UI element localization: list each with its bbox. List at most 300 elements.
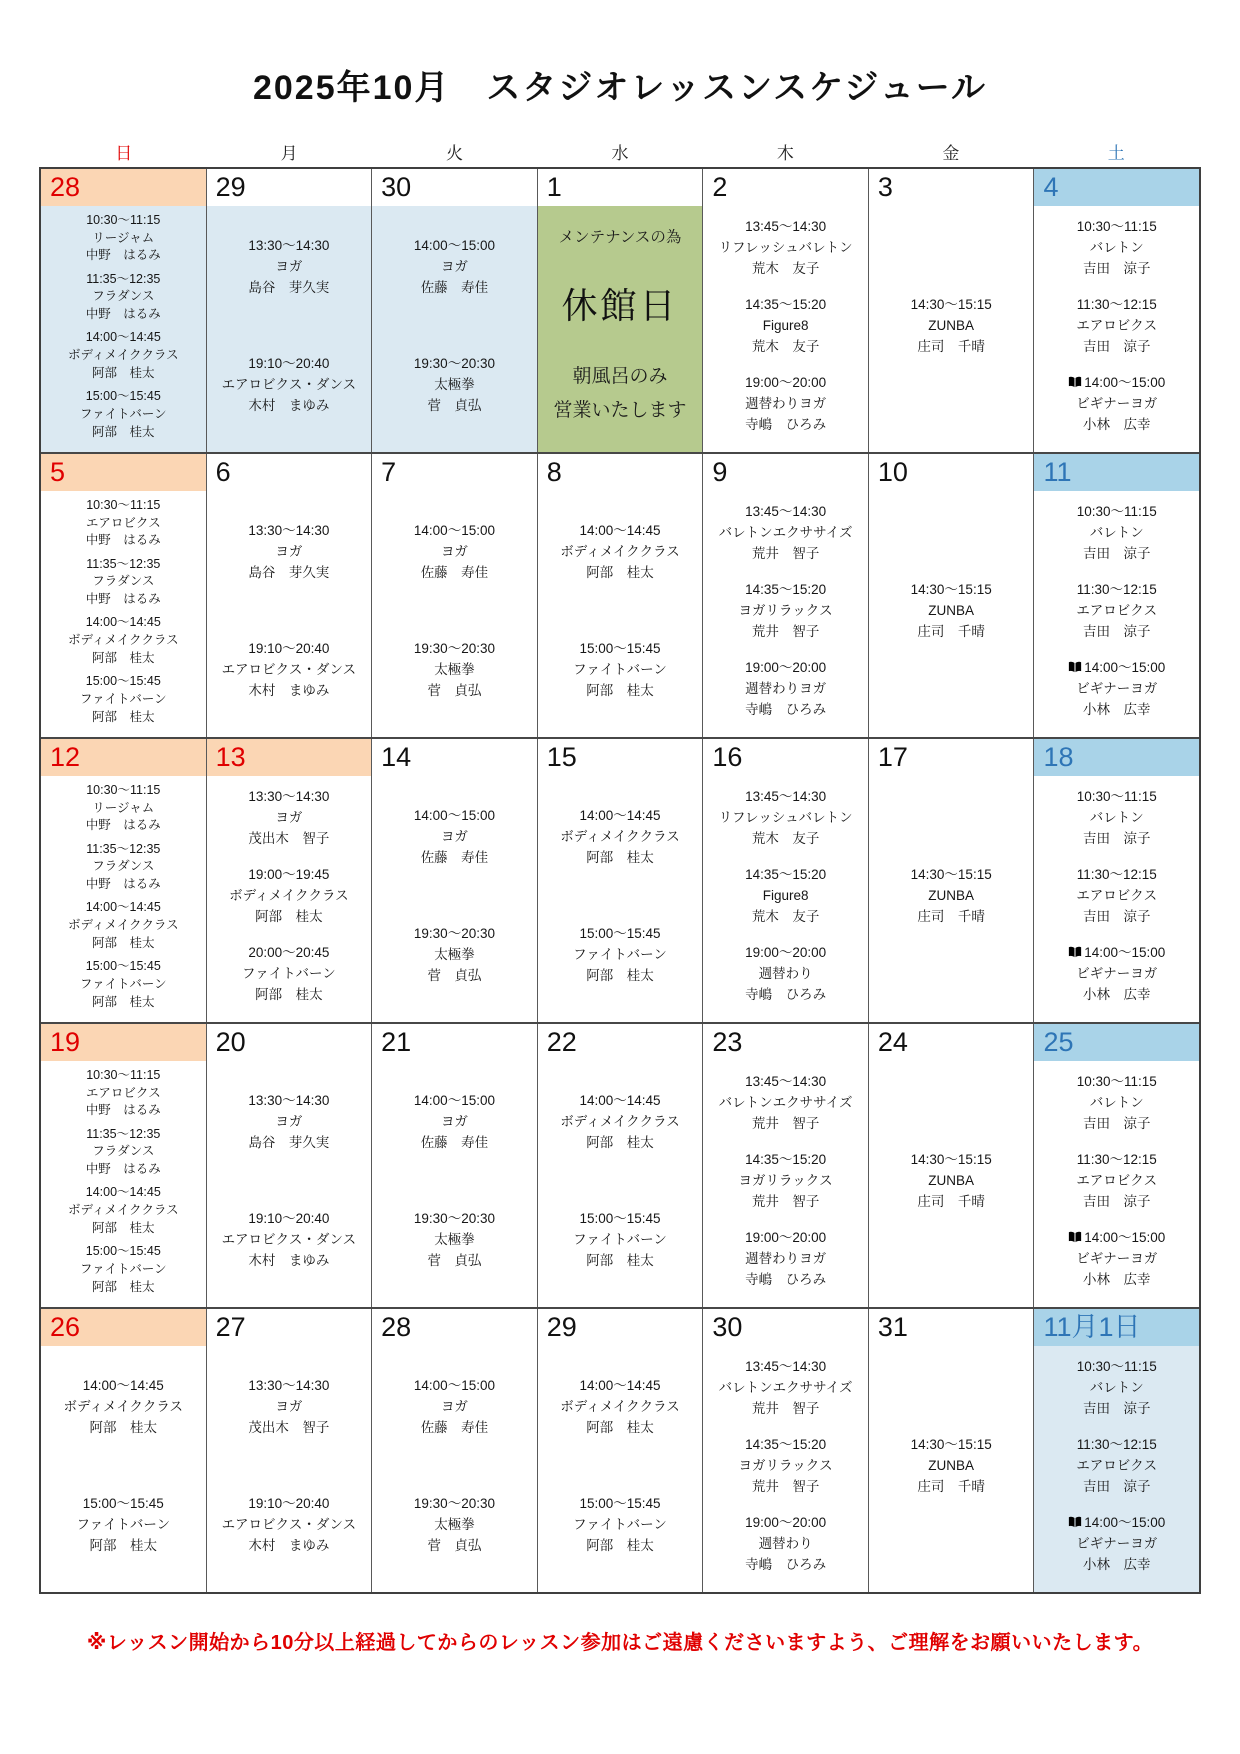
lesson-teacher: 寺嶋 ひろみ	[745, 417, 827, 433]
lesson-teacher: 吉田 涼子	[1083, 908, 1151, 924]
lesson-time	[1035, 943, 1198, 964]
lesson-time	[704, 373, 867, 394]
day-cell-body	[207, 1346, 372, 1592]
lesson-name: ヨガリラックス	[738, 1458, 833, 1474]
date-band	[703, 1309, 868, 1346]
lesson-time	[208, 865, 371, 886]
weekday-header-2: 火	[446, 144, 464, 163]
lesson-time	[373, 639, 536, 660]
lesson-teacher: 小林 広幸	[1083, 417, 1151, 433]
lesson-time-text: 11:30～12:15	[1076, 1152, 1157, 1168]
lesson-entry	[870, 1150, 1033, 1213]
day-cell-29	[537, 1309, 703, 1592]
lesson-time	[1035, 373, 1198, 394]
lesson-name: 太極拳	[434, 1516, 475, 1532]
lesson-teacher: 吉田 涼子	[1083, 623, 1151, 639]
lesson-time	[42, 958, 205, 976]
lesson-time	[1035, 1357, 1198, 1378]
lesson-entry	[373, 806, 536, 869]
lesson-teacher: 菅 貞弘	[427, 1537, 482, 1553]
date-label: 24	[877, 1027, 908, 1057]
date-band	[41, 739, 206, 776]
lesson-teacher: 阿部 桂太	[92, 994, 155, 1009]
lesson-time	[1035, 502, 1198, 523]
date-label: 11	[1043, 457, 1072, 487]
lesson-name: エアロビクス	[1076, 603, 1158, 619]
lesson-time-text: 13:45～14:30	[745, 1073, 827, 1089]
date-band	[207, 169, 372, 206]
lesson-time	[42, 899, 205, 917]
lesson-time-text: 13:45～14:30	[745, 503, 827, 519]
weekday-header-4: 木	[776, 144, 794, 163]
lesson-time	[704, 1150, 867, 1171]
lesson-entry	[1035, 1072, 1198, 1135]
lesson-time	[42, 1126, 205, 1144]
lesson-time-text: 19:00～20:00	[745, 1230, 827, 1246]
lesson-entry	[208, 1494, 371, 1557]
day-cell-21	[371, 1024, 537, 1307]
lesson-time-text: 11:35～12:35	[86, 1126, 161, 1141]
lesson-time-text: 19:00～19:45	[248, 867, 330, 883]
lesson-teacher: 小林 広幸	[1083, 702, 1151, 718]
date-label: 14	[381, 742, 412, 772]
lesson-teacher: 木村 まゆみ	[248, 1252, 330, 1268]
lesson-time	[539, 1494, 702, 1515]
lesson-name: ファイトバーン	[573, 1516, 667, 1532]
date-label: 6	[215, 457, 231, 487]
closed-notice-detail	[539, 360, 702, 428]
lesson-teacher: 阿部 桂太	[586, 1252, 654, 1268]
lesson-entry	[1035, 1228, 1198, 1291]
lesson-teacher: 島谷 芽久実	[248, 1135, 330, 1151]
lesson-teacher: 阿部 桂太	[92, 365, 155, 380]
lesson-time	[1035, 1150, 1198, 1171]
lesson-time-text: 15:00～15:45	[85, 1244, 161, 1258]
lesson-time-text: 13:45～14:30	[745, 1358, 827, 1374]
lesson-entry	[373, 639, 536, 702]
lesson-teacher: 島谷 芽久実	[248, 280, 330, 296]
lesson-time	[704, 1435, 867, 1456]
lesson-time	[1035, 1435, 1198, 1456]
date-band	[538, 739, 703, 776]
lesson-name: ZUNBA	[928, 1458, 975, 1474]
day-cell-31	[868, 1309, 1034, 1592]
day-cell-body	[538, 1061, 703, 1307]
day-cell-30	[371, 169, 537, 452]
day-cell-10	[868, 454, 1034, 737]
lesson-time	[373, 354, 536, 375]
book-icon	[1068, 373, 1082, 394]
lesson-name: ボディメイククラス	[560, 544, 680, 560]
lesson-time	[42, 388, 205, 406]
lesson-entry	[208, 1091, 371, 1154]
lesson-teacher: 吉田 涼子	[1083, 338, 1151, 354]
lesson-name: リフレッシュバレトン	[718, 809, 853, 825]
date-label: 19	[50, 1027, 81, 1057]
lesson-teacher: 木村 まゆみ	[248, 397, 330, 413]
lesson-time	[1035, 1513, 1198, 1534]
day-cell-19	[41, 1024, 206, 1307]
lesson-name: 太極拳	[434, 376, 475, 392]
lesson-time-text: 13:30～14:30	[248, 238, 330, 254]
lesson-entry	[42, 388, 205, 441]
lesson-name: ビギナーヨガ	[1076, 1251, 1158, 1267]
lesson-name: ビギナーヨガ	[1076, 966, 1158, 982]
lesson-entry	[1035, 217, 1198, 280]
lesson-teacher: 荒木 友子	[751, 260, 820, 276]
lesson-name: バレトン	[1089, 1379, 1144, 1395]
date-label: 10	[877, 457, 908, 487]
lesson-teacher: 佐藤 寿佳	[420, 1420, 489, 1436]
lesson-entry	[1035, 787, 1198, 850]
lesson-entry	[373, 1376, 536, 1439]
day-cell-17	[868, 739, 1034, 1022]
date-band	[869, 1024, 1034, 1061]
date-label: 4	[1043, 172, 1059, 202]
lesson-time	[373, 1209, 536, 1230]
lesson-entry	[704, 1228, 867, 1291]
lesson-teacher: 寺嶋 ひろみ	[745, 1557, 827, 1573]
lesson-teacher: 阿部 桂太	[255, 987, 323, 1003]
lesson-time	[373, 236, 536, 257]
lesson-time-text: 14:00～15:00	[1084, 1230, 1166, 1246]
lesson-teacher: 阿部 桂太	[586, 1537, 654, 1553]
date-label: 22	[546, 1027, 577, 1057]
lesson-teacher: 荒井 智子	[751, 623, 820, 639]
lesson-name: ZUNBA	[928, 888, 975, 904]
book-icon	[1068, 943, 1082, 964]
lesson-name: ZUNBA	[928, 603, 975, 619]
lesson-name: ファイトバーン	[79, 1261, 167, 1276]
lesson-time	[42, 614, 205, 632]
day-cell-body	[372, 206, 537, 452]
day-cell-body	[41, 776, 206, 1022]
lesson-time	[1035, 217, 1198, 238]
lesson-entry	[42, 1243, 205, 1296]
lesson-time	[704, 580, 867, 601]
lesson-time	[704, 1072, 867, 1093]
lesson-entry	[42, 614, 205, 667]
lesson-time-text: 10:30～11:15	[1076, 218, 1157, 234]
lesson-entry	[42, 673, 205, 726]
day-cell-body	[372, 1061, 537, 1307]
lesson-teacher: 茂出木 智子	[248, 1420, 330, 1436]
lesson-time	[42, 212, 205, 230]
lesson-entry	[208, 639, 371, 702]
date-band	[538, 1024, 703, 1061]
lesson-name: ボディメイククラス	[67, 633, 179, 647]
lesson-time-text: 14:30～15:15	[910, 1152, 992, 1168]
lesson-time	[1035, 295, 1198, 316]
lesson-teacher: 佐藤 寿佳	[420, 280, 489, 296]
lesson-time-text: 14:00～14:45	[85, 615, 161, 630]
lesson-time	[42, 556, 205, 574]
day-cell-body	[869, 1346, 1034, 1592]
lesson-name: ボディメイククラス	[67, 918, 179, 932]
day-cell-body	[1034, 1346, 1199, 1592]
lesson-time-text: 14:30～15:15	[910, 582, 992, 598]
page-title: 2025年10月 スタジオレッスンスケジュール	[252, 69, 988, 107]
date-band	[372, 1309, 537, 1346]
lesson-entry	[373, 1091, 536, 1154]
day-cell-body	[41, 1061, 206, 1307]
day-cell-body	[1034, 1061, 1199, 1307]
lesson-entry	[373, 1209, 536, 1272]
date-band	[41, 1309, 206, 1346]
lesson-entry	[42, 782, 205, 835]
lesson-teacher: 阿部 桂太	[586, 1420, 654, 1436]
lesson-time	[42, 1376, 205, 1397]
lesson-time-text: 19:10～20:40	[248, 640, 330, 656]
date-label: 30	[381, 172, 412, 202]
footer-note: ※レッスン開始から10分以上経過してからのレッスン参加はご遠慮くださいますよう、ご理解をお願いいたします。	[86, 1632, 1154, 1654]
lesson-time-text: 15:00～15:45	[85, 674, 161, 688]
date-label: 12	[50, 742, 81, 772]
lesson-entry	[1035, 1435, 1198, 1498]
lesson-teacher: 阿部 桂太	[92, 935, 155, 950]
lesson-teacher: 佐藤 寿佳	[420, 1135, 489, 1151]
lesson-entry	[373, 354, 536, 417]
date-label: 30	[712, 1312, 743, 1342]
lesson-time-text: 15:00～15:45	[579, 1210, 661, 1226]
lesson-entry	[704, 658, 867, 721]
day-cell-15	[537, 739, 703, 1022]
day-cell-12	[41, 739, 206, 1022]
lesson-teacher: 中野 はるみ	[85, 533, 161, 548]
lesson-time-text: 14:00～15:00	[1084, 660, 1166, 676]
lesson-time-text: 15:00～15:45	[85, 389, 161, 403]
lesson-time-text: 14:00～14:45	[85, 1185, 161, 1200]
lesson-name: 太極拳	[434, 946, 475, 962]
lesson-name: フラダンス	[92, 859, 155, 874]
lesson-name: ファイトバーン	[573, 946, 667, 962]
lesson-time	[539, 924, 702, 945]
lesson-entry	[1035, 295, 1198, 358]
lesson-name: エアロビクス	[1076, 318, 1158, 334]
lesson-name: 太極拳	[434, 661, 475, 677]
date-band	[207, 1024, 372, 1061]
book-icon	[1068, 1228, 1082, 1249]
lesson-time	[1035, 1228, 1198, 1249]
lesson-entry	[539, 806, 702, 869]
date-label: 11月1日	[1043, 1312, 1141, 1342]
lesson-teacher: 荒井 智子	[751, 1115, 820, 1131]
lesson-time	[704, 217, 867, 238]
lesson-time	[373, 1091, 536, 1112]
day-cell-body	[538, 491, 703, 737]
lesson-teacher: 中野 はるみ	[85, 248, 161, 263]
lesson-name: ボディメイククラス	[63, 1399, 184, 1415]
lesson-entry	[42, 329, 205, 382]
lesson-teacher: 佐藤 寿佳	[420, 850, 489, 866]
lesson-time-text: 14:00～14:45	[85, 330, 161, 345]
lesson-name: ヨガ	[275, 259, 303, 275]
lesson-time-text: 11:35～12:35	[86, 271, 161, 286]
day-cell-body	[703, 1061, 868, 1307]
lesson-time	[870, 1150, 1033, 1171]
lesson-name: リフレッシュバレトン	[718, 239, 853, 255]
lesson-time-text: 15:00～15:45	[82, 1495, 164, 1511]
lesson-entry	[1035, 943, 1198, 1006]
lesson-time	[373, 806, 536, 827]
lesson-time-text: 13:30～14:30	[248, 523, 330, 539]
lesson-entry	[539, 1376, 702, 1439]
date-label: 5	[50, 457, 66, 487]
lesson-teacher: 荒井 智子	[751, 1400, 820, 1416]
day-cell-27	[206, 1309, 372, 1592]
lesson-name: エアロビクス	[1076, 1458, 1158, 1474]
date-band	[1034, 1024, 1199, 1061]
day-cell-20	[206, 1024, 372, 1307]
day-cell-1	[537, 169, 703, 452]
day-cell-9	[702, 454, 868, 737]
lesson-time-text: 14:30～15:15	[910, 297, 992, 313]
lesson-time	[870, 1435, 1033, 1456]
lesson-name: ヨガ	[275, 1399, 303, 1415]
lesson-name: ヨガ	[440, 1114, 468, 1130]
lesson-entry	[1035, 658, 1198, 721]
date-band	[869, 739, 1034, 776]
date-label: 27	[215, 1312, 246, 1342]
lesson-time	[870, 865, 1033, 886]
date-label: 17	[877, 742, 908, 772]
lesson-name: 週替わりヨガ	[745, 396, 827, 412]
lesson-teacher: 荒木 友子	[751, 830, 820, 846]
lesson-time	[208, 354, 371, 375]
lesson-time-text: 10:30～11:15	[86, 1067, 161, 1082]
lesson-time-text: 10:30～11:15	[1076, 788, 1157, 804]
lesson-teacher: 佐藤 寿佳	[420, 565, 489, 581]
date-label: 28	[381, 1312, 412, 1342]
lesson-time-text: 10:30～11:15	[1076, 1073, 1157, 1089]
lesson-name: 週替わり	[758, 1536, 813, 1552]
lesson-name: ボディメイククラス	[229, 888, 349, 904]
lesson-time	[704, 295, 867, 316]
day-cell-body	[869, 206, 1034, 452]
lesson-time	[704, 1357, 867, 1378]
lesson-entry	[539, 924, 702, 987]
lesson-time-text: 14:00～14:45	[579, 1093, 661, 1109]
lesson-time	[373, 1376, 536, 1397]
lesson-time-text: 15:00～15:45	[579, 925, 661, 941]
lesson-time	[373, 521, 536, 542]
lesson-name: エアロビクス・ダンス	[221, 1516, 357, 1532]
lesson-entry	[42, 1067, 205, 1120]
lesson-entry	[373, 924, 536, 987]
lesson-entry	[208, 787, 371, 850]
day-cell-body	[703, 1346, 868, 1592]
lesson-time-text: 14:30～15:15	[910, 867, 992, 883]
date-band	[207, 739, 372, 776]
day-cell-body	[1034, 776, 1199, 1022]
day-cell-body	[538, 1346, 703, 1592]
lesson-entry	[704, 1072, 867, 1135]
lesson-time-text: 11:30～12:15	[1076, 297, 1157, 313]
weekday-header-1: 月	[280, 144, 298, 163]
lesson-time	[208, 1091, 371, 1112]
day-cell-body	[869, 491, 1034, 737]
lesson-teacher: 吉田 涼子	[1083, 1193, 1151, 1209]
day-cell-body	[703, 491, 868, 737]
lesson-time-text: 19:30～20:30	[413, 925, 495, 941]
lesson-time	[704, 865, 867, 886]
lesson-teacher: 阿部 桂太	[89, 1420, 158, 1436]
lesson-time	[208, 521, 371, 542]
lesson-teacher: 中野 はるみ	[85, 1162, 161, 1176]
lesson-name: ヨガ	[440, 1399, 468, 1415]
lesson-time	[42, 841, 205, 859]
lesson-time-text: 19:10～20:40	[248, 355, 330, 371]
day-cell-14	[371, 739, 537, 1022]
date-label: 7	[381, 457, 397, 487]
lesson-teacher: 荒木 友子	[751, 908, 820, 924]
lesson-name: フラダンス	[92, 574, 155, 589]
lesson-entry	[704, 943, 867, 1006]
lesson-name: フラダンス	[92, 1144, 155, 1159]
date-band	[41, 454, 206, 491]
lesson-time-text: 13:45～14:30	[745, 788, 827, 804]
lesson-time-text: 19:30～20:30	[413, 640, 495, 656]
lesson-time-text: 14:35～15:20	[745, 582, 827, 598]
day-cell-body	[207, 491, 372, 737]
day-cell-2	[702, 169, 868, 452]
lesson-teacher: 中野 はるみ	[85, 877, 161, 891]
day-cell-5	[41, 454, 206, 737]
lesson-time-text: 10:30～11:15	[86, 782, 161, 797]
lesson-teacher: 小林 広幸	[1083, 1557, 1151, 1573]
lesson-teacher: 荒井 智子	[751, 545, 820, 561]
date-label: 18	[1043, 742, 1074, 772]
calendar-grid	[39, 167, 1201, 1594]
day-cell-22	[537, 1024, 703, 1307]
lesson-entry	[704, 217, 867, 280]
book-icon	[1068, 1513, 1082, 1534]
lesson-name: ビギナーヨガ	[1076, 681, 1158, 697]
lesson-teacher: 庄司 千晴	[917, 338, 985, 354]
lesson-entry	[704, 295, 867, 358]
lesson-name: エアロビクス・ダンス	[221, 1231, 357, 1247]
lesson-entry	[42, 899, 205, 952]
lesson-time	[704, 1228, 867, 1249]
day-cell-29	[206, 169, 372, 452]
lesson-entry	[704, 1150, 867, 1213]
lesson-name: ヨガ	[440, 544, 468, 560]
lesson-entry	[208, 521, 371, 584]
day-cell-6	[206, 454, 372, 737]
date-label: 21	[381, 1027, 412, 1057]
date-band	[1034, 454, 1199, 491]
lesson-time-text: 13:30～14:30	[248, 788, 330, 804]
lesson-time	[704, 1513, 867, 1534]
lesson-time	[373, 1494, 536, 1515]
lesson-teacher: 寺嶋 ひろみ	[745, 702, 827, 718]
lesson-name: ファイトバーン	[242, 966, 336, 982]
date-band	[372, 169, 537, 206]
lesson-teacher: 吉田 涼子	[1083, 260, 1151, 276]
lesson-time-text: 19:10～20:40	[248, 1210, 330, 1226]
lesson-name: エアロビクス・ダンス	[221, 661, 357, 677]
lesson-name: 太極拳	[434, 1231, 475, 1247]
lesson-time	[539, 639, 702, 660]
date-band	[538, 169, 703, 206]
lesson-name: ヨガリラックス	[738, 1173, 833, 1189]
lesson-time-text: 13:30～14:30	[248, 1378, 330, 1394]
lesson-name: ファイトバーン	[79, 976, 167, 991]
lesson-entry	[704, 787, 867, 850]
date-band	[372, 454, 537, 491]
date-band	[703, 739, 868, 776]
lesson-teacher: 荒井 智子	[751, 1193, 820, 1209]
